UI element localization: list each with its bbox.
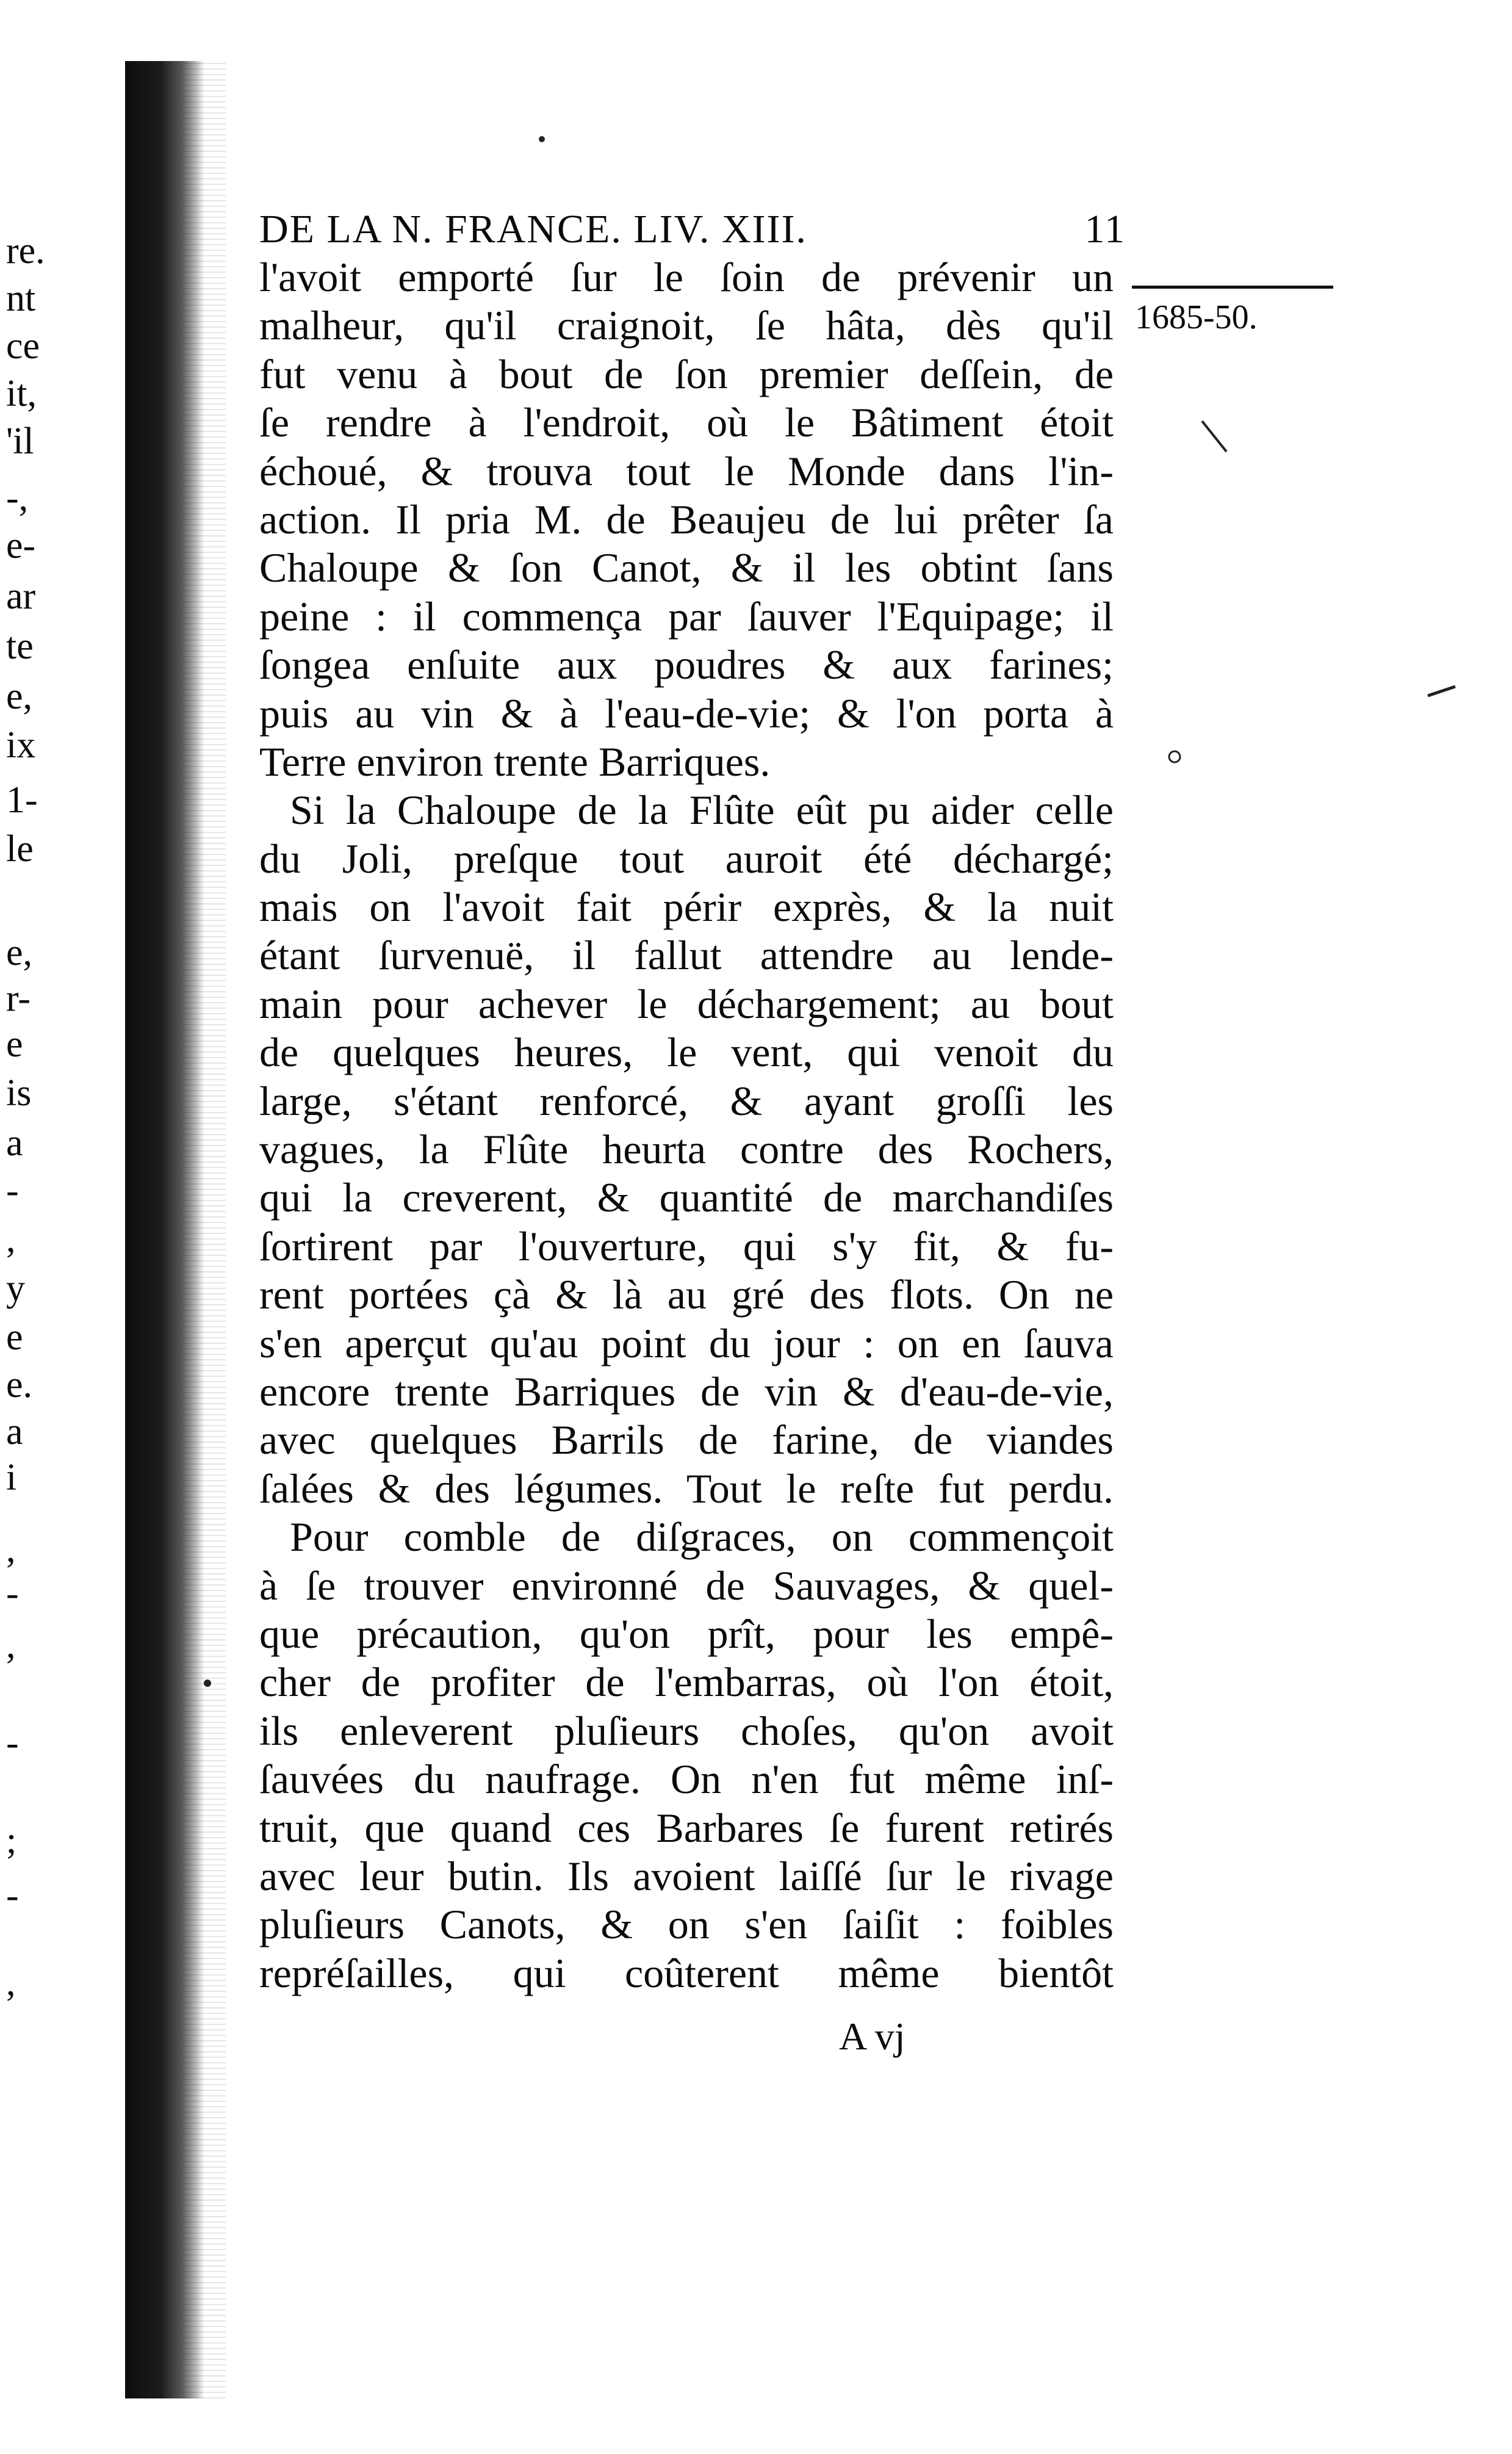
paragraph-start-line: Pour comble de diſgraces, on commençoit xyxy=(290,1514,1114,1561)
running-title: DE LA N. FRANCE. LIV. XIII. xyxy=(259,207,807,251)
facing-fragment: , xyxy=(6,1529,16,1570)
facing-fragment: , xyxy=(6,1625,16,1666)
facing-fragment: r- xyxy=(6,978,31,1019)
text-line: étant ſurvenuë, il fallut attendre au lende- xyxy=(259,932,1114,979)
facing-fragment: , xyxy=(6,1962,16,2004)
text-line: truit, que quand ces Barbares ſe furent retirés xyxy=(259,1804,1114,1851)
facing-fragment: - xyxy=(6,1722,19,1764)
text-line: s'en aperçut qu'au point du jour : on en ſauva xyxy=(259,1319,1114,1366)
text-line: ſortirent par l'ouverture, qui s'y fit, & fu- xyxy=(259,1222,1114,1269)
text-line: encore trente Barriques de vin & d'eau-de-vie, xyxy=(259,1368,1114,1415)
facing-fragment: , xyxy=(6,1219,16,1260)
text-line: échoué, & trouva tout le Monde dans l'in- xyxy=(259,447,1114,494)
text-line: ſe rendre à l'endroit, où le Bâtiment étoit xyxy=(259,399,1114,446)
facing-fragment: le xyxy=(6,828,34,870)
facing-fragment: nt xyxy=(6,278,36,319)
facing-fragment: it, xyxy=(6,373,37,414)
text-line: puis au vin & à l'eau-de-vie; & l'on porta à xyxy=(259,690,1114,737)
facing-fragment: 'il xyxy=(6,420,34,462)
facing-fragment: e, xyxy=(6,932,33,973)
text-line: malheur, qu'il craignoit, ſe hâta, dès qu'il xyxy=(259,302,1114,349)
text-line: ſalées & des légumes. Tout le reſte fut perdu. xyxy=(259,1465,1114,1512)
facing-fragment: a xyxy=(6,1122,23,1164)
text-line: du Joli, preſque tout auroit été déchargé; xyxy=(259,835,1114,882)
facing-fragment: re. xyxy=(6,230,45,272)
text-line: ſongea enſuite aux poudres & aux farines; xyxy=(259,641,1114,688)
text-line: rent portées çà & là au gré des flots. On ne xyxy=(259,1271,1114,1318)
text-line: mais on l'avoit fait périr exprès, & la nuit xyxy=(259,884,1114,931)
text-line: qui la creverent, & quantité de marchandiſes xyxy=(259,1174,1114,1221)
speck-mark xyxy=(539,136,545,142)
text-line: avec leur butin. Ils avoient laiſſé ſur le rivage xyxy=(259,1852,1114,1899)
text-line: pluſieurs Canots, & on s'en ſaiſit : foibles xyxy=(259,1901,1114,1948)
paragraph-start-line: Si la Chaloupe de la Flûte eût pu aider celle xyxy=(290,787,1114,834)
catchword: A vj xyxy=(839,2015,905,2058)
facing-fragment: ix xyxy=(6,724,36,766)
speck-mark xyxy=(1169,751,1180,762)
text-line: repréſailles, qui coûterent même bientôt xyxy=(259,1949,1114,1996)
page-number: 11 xyxy=(1084,207,1126,251)
facing-fragment: ; xyxy=(6,1820,17,1861)
text-line: cher de profiter de l'embarras, où l'on étoit, xyxy=(259,1659,1114,1706)
facing-fragment: i xyxy=(6,1457,17,1498)
text-line: ſauvées du naufrage. On n'en fut même inſ- xyxy=(259,1756,1114,1803)
facing-fragment: te xyxy=(6,626,34,667)
facing-fragment: a xyxy=(6,1411,23,1453)
text-line: main pour achever le déchargement; au bout xyxy=(259,980,1114,1027)
facing-fragment: e xyxy=(6,1316,23,1358)
facing-fragment: e- xyxy=(6,525,36,566)
facing-fragment: -, xyxy=(6,477,29,519)
facing-fragment: - xyxy=(6,1875,19,1916)
text-line: avec quelques Barrils de farine, de viandes xyxy=(259,1416,1114,1463)
text-line: que précaution, qu'on prît, pour les empê- xyxy=(259,1610,1114,1657)
facing-fragment: is xyxy=(6,1072,32,1114)
facing-fragment: e. xyxy=(6,1364,33,1406)
facing-fragment: - xyxy=(6,1573,19,1614)
text-line: action. Il pria M. de Beaujeu de lui prêter ſa xyxy=(259,496,1114,543)
facing-fragment: e xyxy=(6,1023,23,1065)
text-line: vagues, la Flûte heurta contre des Rochers, xyxy=(259,1126,1114,1173)
facing-fragment: y xyxy=(6,1268,25,1309)
facing-fragment: ar xyxy=(6,576,36,617)
text-line: de quelques heures, le vent, qui venoit du xyxy=(259,1029,1114,1076)
facing-fragment: 1- xyxy=(6,779,38,821)
facing-fragment: - xyxy=(6,1170,19,1211)
text-line: Chaloupe & ſon Canot, & il les obtint ſans xyxy=(259,544,1114,591)
text-line: ils enleverent pluſieurs choſes, qu'on avoit xyxy=(259,1707,1114,1754)
text-line: Terre environ trente Barriques. xyxy=(259,738,771,785)
text-line: à ſe trouver environné de Sauvages, & quel- xyxy=(259,1562,1114,1609)
speck-mark xyxy=(1202,421,1226,452)
speck-mark xyxy=(204,1680,211,1687)
text-line: peine : il commença par ſauver l'Equipage; il xyxy=(259,593,1114,640)
facing-fragment: ce xyxy=(6,325,40,367)
text-line: l'avoit emporté ſur le ſoin de prévenir un xyxy=(259,254,1114,300)
margin-date-note: 1685-50. xyxy=(1135,298,1258,336)
text-line: fut venu à bout de ſon premier deſſein, de xyxy=(259,350,1114,397)
text-line: large, s'étant renforcé, & ayant groſſi les xyxy=(259,1077,1114,1124)
facing-fragment: e, xyxy=(6,676,33,717)
speck-mark xyxy=(1428,687,1455,696)
